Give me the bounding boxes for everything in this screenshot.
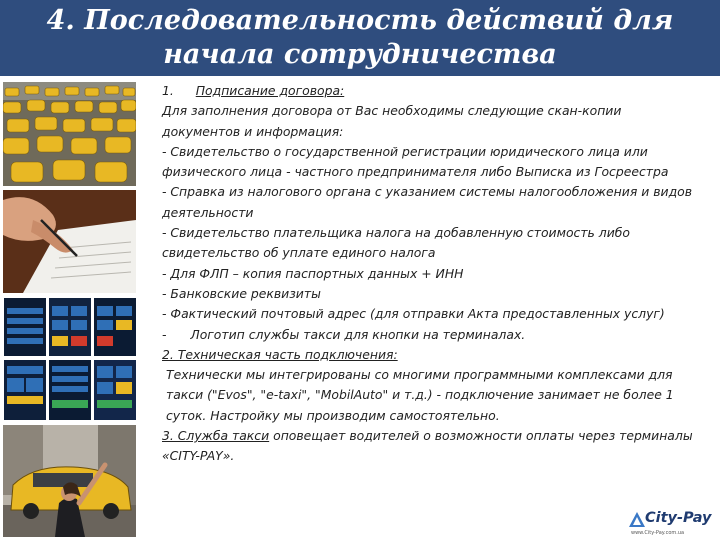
terminal-screens-graphic-2: [3, 360, 136, 420]
taxi-hailing-graphic: [3, 425, 136, 537]
signing-contract-photo: [3, 190, 136, 293]
bullet-passport-data: - Для ФЛП – копия паспортных данных + ИНН: [162, 265, 464, 281]
item1-number: 1.: [162, 83, 174, 98]
taxi-fleet-graphic: [3, 82, 136, 186]
bullet-logo-dash: -: [162, 326, 167, 342]
bullet-tax-certificate: - Справка из налогового органа с указанием системы налогообложения и видов деятельности: [162, 184, 693, 220]
item2-title: 2. Техническая часть подключения:: [162, 346, 398, 362]
bullet-postal-address: - Фактический почтовый адрес (для отправки Акта предоставленных услуг): [162, 306, 665, 322]
item3-text: оповещает водителей о возможности оплаты через терминалы «CITY-PAY».: [162, 428, 693, 464]
bullet-vat-certificate: - Свидетельство плательщика налога на добавленную стоимость либо свидетельство об уплате единого налога: [162, 225, 630, 261]
terminal-screen-photo: [3, 360, 136, 420]
taxi-fleet-photo: [3, 82, 136, 186]
slide-header: [0, 0, 720, 76]
logo-url: www.City-Pay.com.ua: [631, 530, 685, 536]
item1-title: Подписание договора:: [195, 83, 345, 98]
intro-text: Для заполнения договора от Вас необходимы следующие скан-копии документов и информация:: [162, 103, 622, 139]
item3-title: 3. Служба такси: [162, 428, 270, 444]
item2-text: Технически мы интегрированы со многими программными комплексами для такси ("Evos", "e-taxi", "MobilAuto" и т.д.) - подключение занимает не более 1 суток. Настройку мы производим самостоятельно.: [166, 367, 674, 423]
bullet-logo: [162, 325, 702, 345]
bullet-bank-details: - Банковские реквизиты: [162, 285, 321, 301]
item1-heading: [162, 81, 702, 101]
taxi-hailing-photo: [3, 425, 136, 537]
item3-paragraph: [162, 426, 702, 467]
slide-content: [162, 81, 702, 467]
city-pay-logo-icon: [628, 511, 646, 529]
bullet-logo-text: Логотип службы такси для кнопки на терминалах.: [190, 326, 526, 342]
terminal-screen-photo: [3, 298, 136, 356]
logo-name: City-Pay: [645, 510, 712, 526]
city-pay-logo: [628, 510, 718, 538]
signing-contract-graphic: [3, 190, 136, 293]
terminal-screens-graphic-1: [3, 298, 136, 356]
bullet-state-registration: - Свидетельство о государственной регистрации юридического лица или физического лица - частного предпринимателя либо Выписка из Госреестра: [162, 143, 669, 180]
slide-title: [0, 4, 720, 72]
slide-title-line-1: 4. Последовательность действий для: [46, 5, 674, 36]
slide-title-line-2: начала сотрудничества: [163, 39, 557, 70]
